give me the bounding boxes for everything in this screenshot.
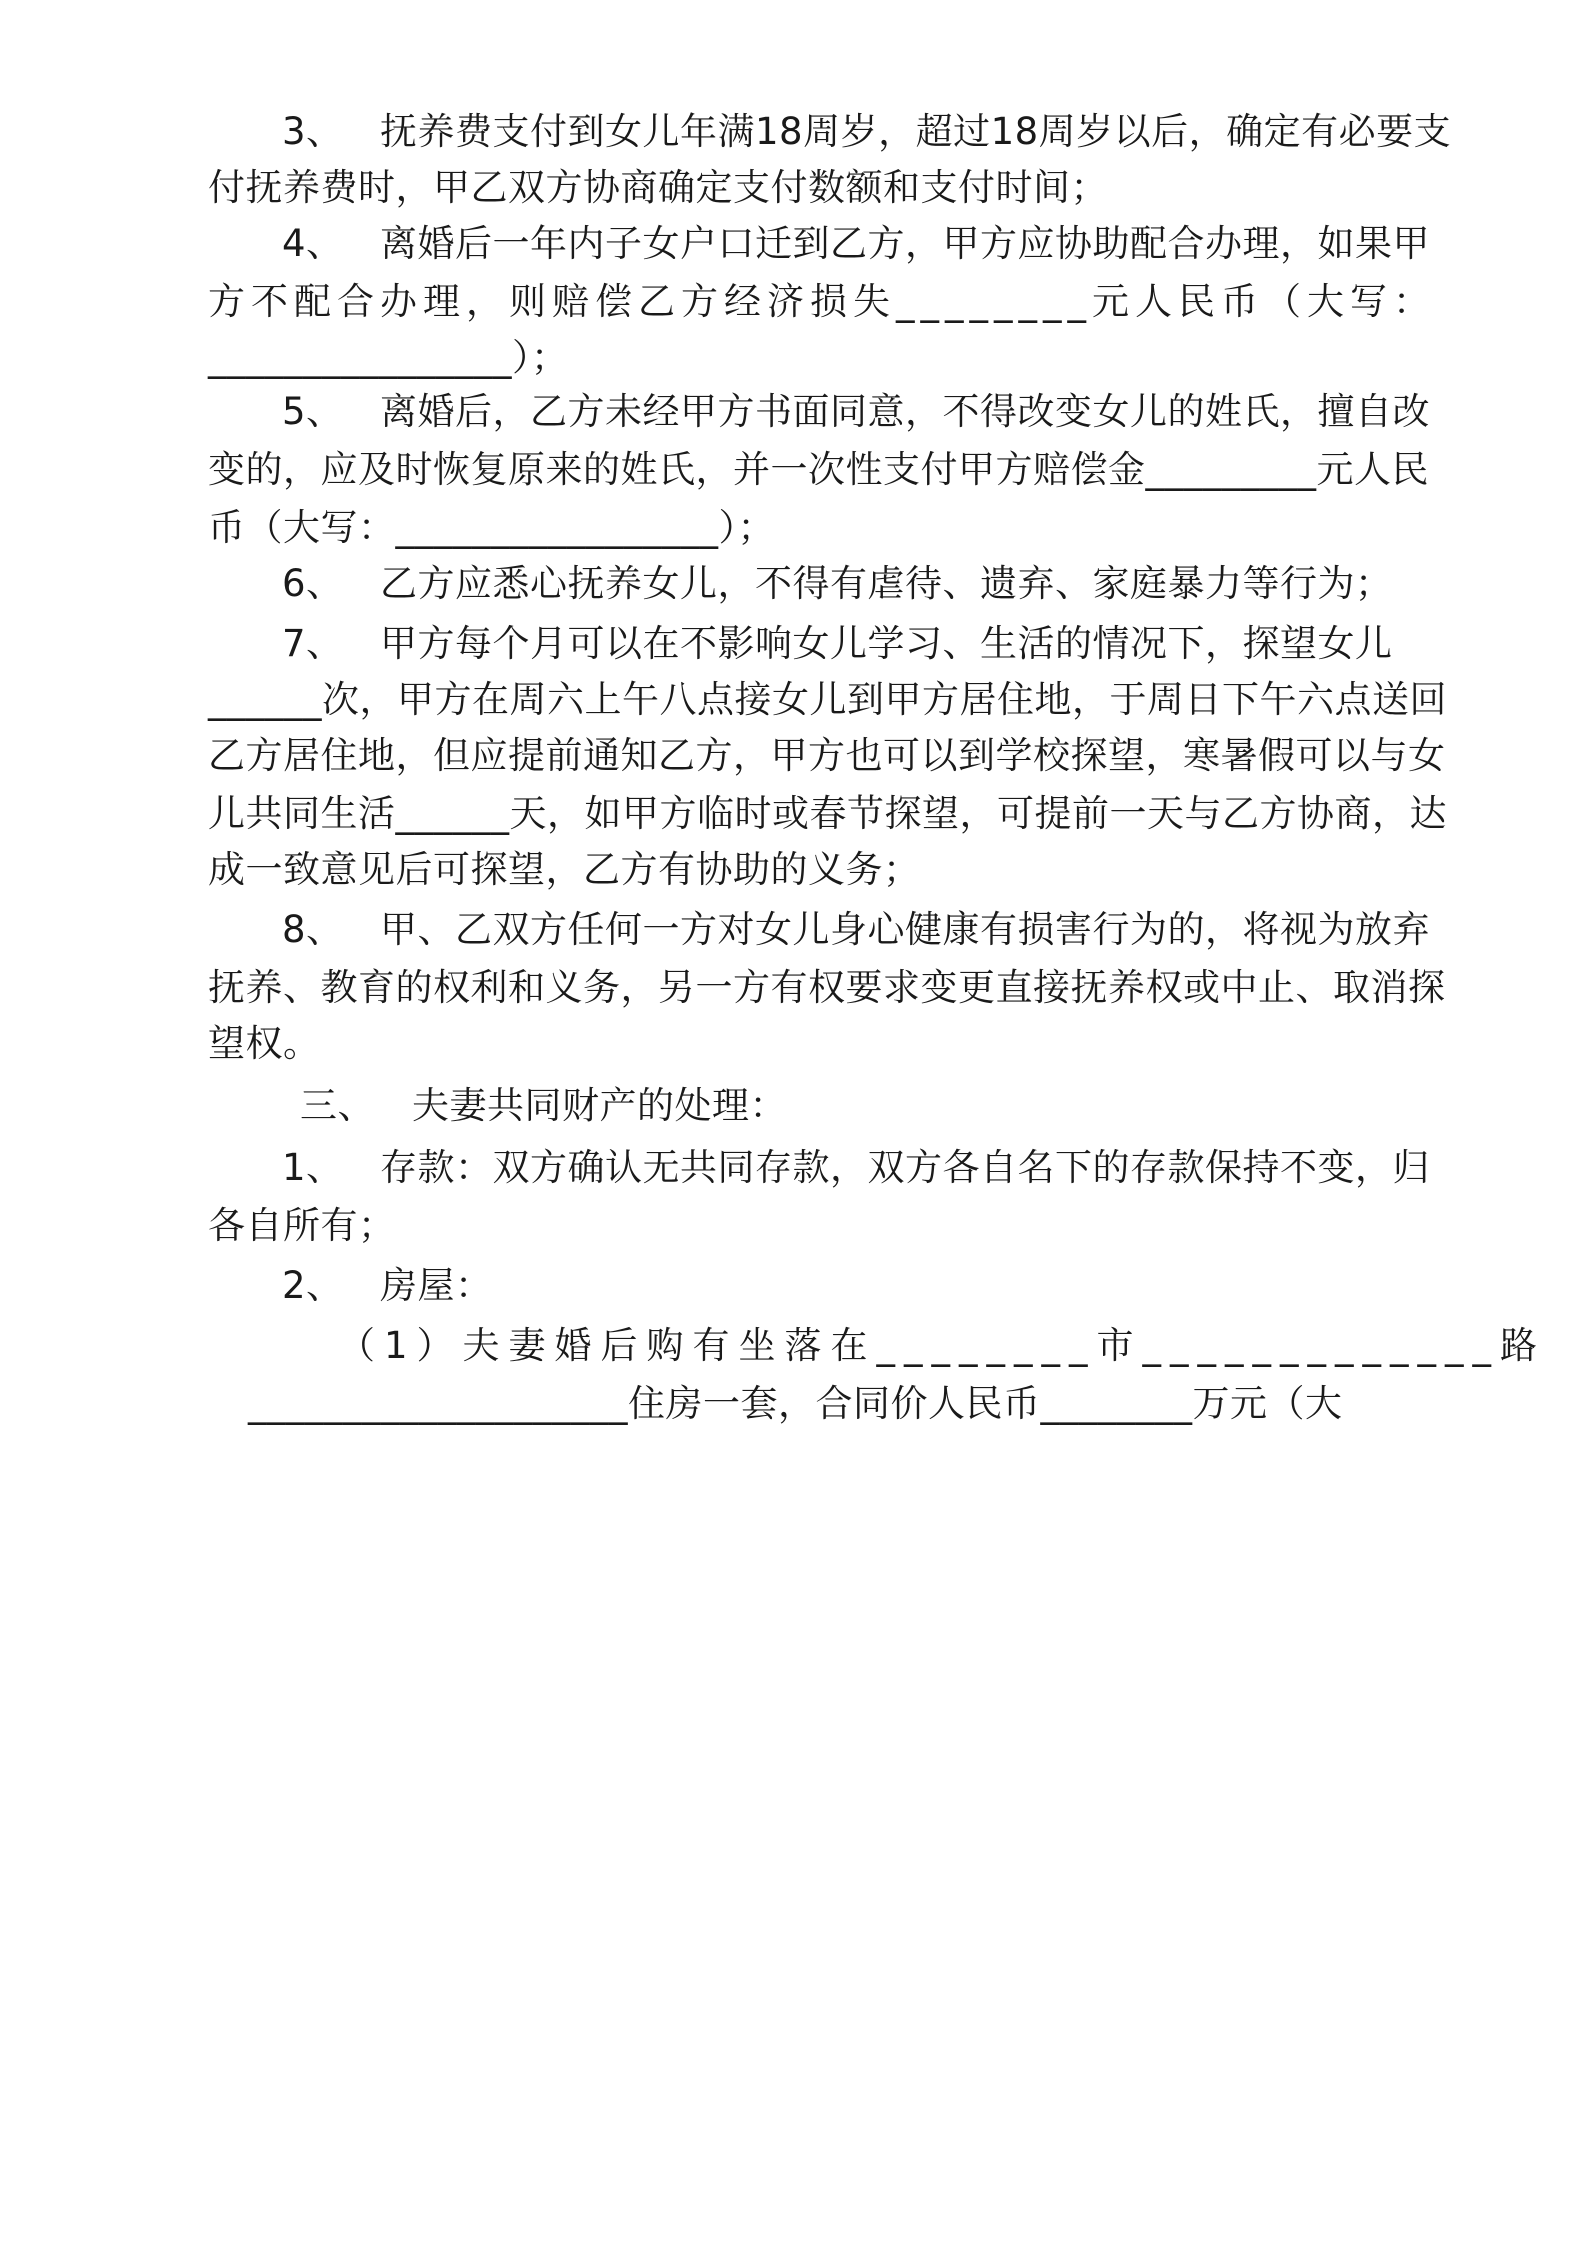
item-5-line-1 bbox=[282, 384, 1442, 440]
item-number: 3、 bbox=[282, 110, 344, 153]
item-8-line-2: 抚养、教育的权利和义务，另一方有权要求变更直接抚养权或中止、取消探 bbox=[208, 966, 1446, 1009]
item-number: 1、 bbox=[282, 1146, 344, 1189]
sub-item-1-line-1 bbox=[338, 1318, 1547, 1374]
item-text: 乙方应悉心抚养女儿，不得有虐待、遗弃、家庭暴力等行为； bbox=[380, 562, 1393, 605]
item-text: 离婚后一年内子女户口迁到乙方，甲方应协助配合办理，如果甲 bbox=[380, 222, 1430, 265]
item-text: 房屋： bbox=[380, 1264, 493, 1307]
item-7-line-2: ______次，甲方在周六上午八点接女儿到甲方居住地，于周日下午六点送回 bbox=[208, 678, 1447, 721]
item-number: 8、 bbox=[282, 908, 344, 951]
item-6-line-1 bbox=[282, 556, 1442, 612]
section-heading bbox=[300, 1078, 1400, 1134]
item-4-line-2: 方不配合办理，则赔偿乙方经济损失________元人民币（大写： bbox=[208, 280, 1436, 323]
sub-item-1-line-2: ____________________住房一套，合同价人民币________万元（大 bbox=[248, 1382, 1343, 1425]
item-8-line-1 bbox=[282, 902, 1442, 958]
item-7-line-4: 儿共同生活______天，如甲方临时或春节探望，可提前一天与乙方协商，达 bbox=[208, 792, 1447, 835]
property-1-line-1 bbox=[282, 1140, 1442, 1196]
item-4-line-1 bbox=[282, 216, 1442, 272]
section-number: 三、 bbox=[300, 1084, 375, 1127]
item-text: 抚养费支付到女儿年满18周岁，超过18周岁以后，确定有必要支 bbox=[380, 110, 1452, 153]
item-number: 7、 bbox=[282, 622, 344, 665]
sub-item-text: 夫妻婚后购有坐落在________市_____________路 bbox=[462, 1324, 1547, 1367]
sub-item-number: （1） bbox=[338, 1324, 463, 1367]
item-number: 6、 bbox=[282, 562, 344, 605]
item-text: 存款：双方确认无共同存款，双方各自名下的存款保持不变，归 bbox=[380, 1146, 1430, 1189]
item-number: 5、 bbox=[282, 390, 344, 433]
item-7-line-5: 成一致意见后可探望，乙方有协助的义务； bbox=[208, 848, 921, 891]
item-5-line-2: 变的，应及时恢复原来的姓氏，并一次性支付甲方赔偿金_________元人民 bbox=[208, 448, 1429, 491]
item-3-line-1 bbox=[282, 104, 1452, 160]
item-text: 离婚后，乙方未经甲方书面同意，不得改变女儿的姓氏，擅自改 bbox=[380, 390, 1430, 433]
item-number: 4、 bbox=[282, 222, 344, 265]
item-8-line-3: 望权。 bbox=[208, 1022, 321, 1065]
item-5-line-3: 币（大写：_________________）； bbox=[208, 506, 775, 549]
item-text: 甲、乙双方任何一方对女儿身心健康有损害行为的，将视为放弃 bbox=[380, 908, 1430, 951]
section-title: 夫妻共同财产的处理： bbox=[412, 1084, 787, 1127]
item-text: 甲方每个月可以在不影响女儿学习、生活的情况下，探望女儿 bbox=[380, 622, 1393, 665]
item-7-line-1 bbox=[282, 616, 1442, 672]
item-7-line-3: 乙方居住地，但应提前通知乙方，甲方也可以到学校探望，寒暑假可以与女 bbox=[208, 734, 1446, 777]
item-number: 2、 bbox=[282, 1264, 344, 1307]
property-1-line-2: 各自所有； bbox=[208, 1204, 396, 1247]
item-3-line-2: 付抚养费时，甲乙双方协商确定支付数额和支付时间； bbox=[208, 166, 1108, 209]
property-2-line-1 bbox=[282, 1258, 1442, 1314]
item-4-line-3: ________________）； bbox=[208, 336, 569, 379]
